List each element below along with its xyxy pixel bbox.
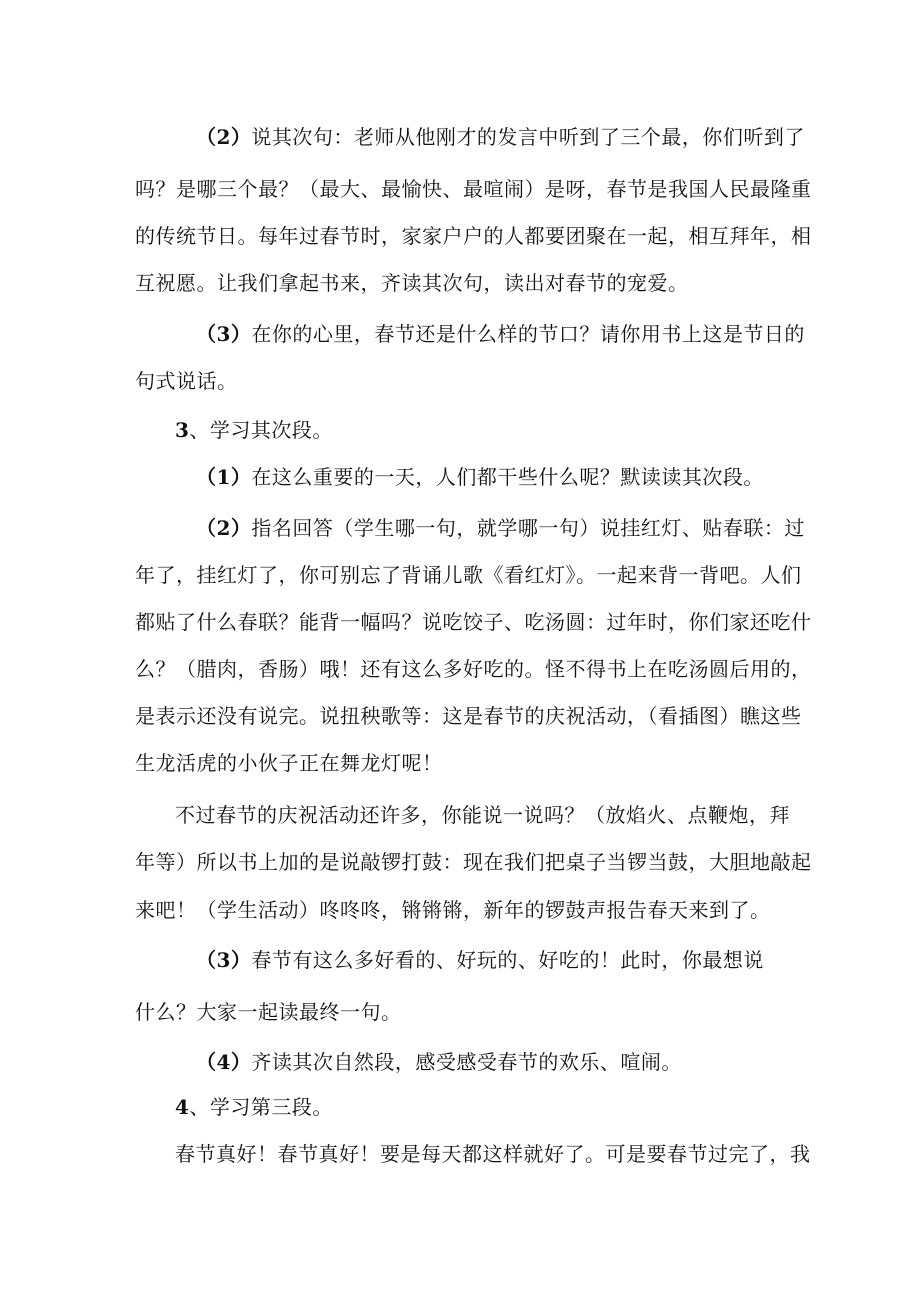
paragraph-line bbox=[196, 513, 805, 543]
line-text: 说其次句：老师从他刚才的发言中听到了三个最，你们听到了 bbox=[251, 125, 805, 149]
item-number: （3） bbox=[196, 322, 252, 346]
line-text: 吗？是哪三个最？（最大、最愉快、最喧闹）是呀，春节是我国人民最隆重 bbox=[135, 177, 812, 201]
paragraph-line bbox=[135, 366, 238, 396]
paragraph-line bbox=[196, 945, 764, 975]
line-text: 、学习第三段。 bbox=[189, 1095, 333, 1119]
section-number: 3 bbox=[175, 418, 190, 442]
paragraph-line bbox=[135, 654, 812, 684]
line-text: 句式说话。 bbox=[135, 369, 238, 393]
paragraph-line bbox=[135, 607, 812, 637]
line-text: 来吧！（学生活动）咚咚咚，锵锵锵，新年的锣鼓声报告春天来到了。 bbox=[135, 898, 771, 922]
line-text: 年等）所以书上加的是说敲锣打鼓：现在我们把桌子当锣当鼓，大胆地敲起 bbox=[135, 850, 812, 874]
line-text: 齐读其次自然段，感受感受春节的欢乐、喧闹。 bbox=[251, 1050, 682, 1074]
paragraph-line bbox=[135, 268, 689, 298]
paragraph-line bbox=[175, 1139, 811, 1169]
line-text: 是表示还没有说完。说扭秧歌等：这是春节的庆祝活动，（看插图）瞧这些 bbox=[135, 704, 802, 728]
line-text: 在你的心里，春节还是什么样的节口？请你用书上这是节日的 bbox=[251, 322, 805, 346]
line-text: 生龙活虎的小伙子正在舞龙灯呢！ bbox=[135, 751, 443, 775]
item-number: （1） bbox=[196, 465, 252, 489]
line-text: 什么？大家一起读最终一句。 bbox=[135, 1000, 402, 1024]
item-number: （2） bbox=[196, 125, 252, 149]
line-text: 指名回答（学生哪一句，就学哪一句）说挂红灯、贴春联：过 bbox=[251, 516, 805, 540]
line-text: 在这么重要的一天，人们都干些什么呢？默读读其次段。 bbox=[251, 465, 764, 489]
paragraph-line bbox=[175, 800, 790, 830]
paragraph-line bbox=[135, 221, 812, 251]
line-text: 都贴了什么春联？能背一幅吗？说吃饺子、吃汤圆：过年时，你们家还吃什 bbox=[135, 610, 812, 634]
paragraph-line bbox=[135, 748, 443, 778]
section-heading bbox=[175, 1092, 333, 1122]
line-text: 年了，挂红灯了，你可别忘了背诵儿歌《看红灯》。一起来背一背吧。人们 bbox=[135, 563, 802, 587]
line-text: 春节有这么多好看的、好玩的、好吃的！此时，你最想说 bbox=[251, 948, 764, 972]
item-number: （2） bbox=[196, 516, 252, 540]
line-text: 的传统节日。每年过春节时，家家户户的人都要团聚在一起，相互拜年，相 bbox=[135, 224, 812, 248]
line-text: 互祝愿。让我们拿起书来，齐读其次句，读出对春节的宠爱。 bbox=[135, 271, 689, 295]
item-number: （4） bbox=[196, 1050, 252, 1074]
item-number: （3） bbox=[196, 948, 252, 972]
section-heading bbox=[175, 415, 333, 445]
paragraph-line bbox=[135, 895, 771, 925]
paragraph-line bbox=[135, 997, 402, 1027]
line-text: 、学习其次段。 bbox=[189, 418, 333, 442]
line-text: 不过春节的庆祝活动还许多，你能说一说吗？（放焰火、点鞭炮，拜 bbox=[175, 803, 790, 827]
line-text: 春节真好！春节真好！要是每天都这样就好了。可是要春节过完了，我 bbox=[175, 1142, 811, 1166]
paragraph-line bbox=[196, 1047, 682, 1077]
paragraph-line bbox=[196, 122, 805, 152]
line-text: 么？（腊肉，香肠）哦！还有这么多好吃的。怪不得书上在吃汤圆后用的， bbox=[135, 657, 812, 681]
paragraph-line bbox=[135, 701, 802, 731]
section-number: 4 bbox=[175, 1095, 190, 1119]
paragraph-line bbox=[196, 319, 805, 349]
paragraph-line bbox=[135, 560, 802, 590]
paragraph-line bbox=[135, 174, 812, 204]
paragraph-line bbox=[135, 847, 812, 877]
paragraph-line bbox=[196, 462, 764, 492]
